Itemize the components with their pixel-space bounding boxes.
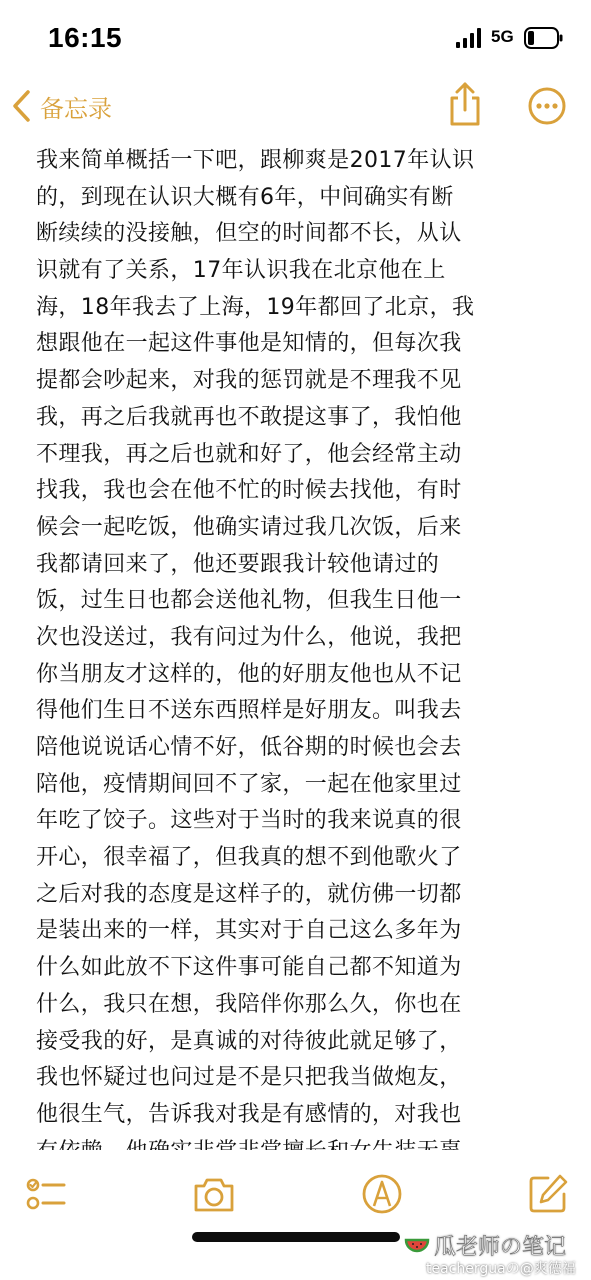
compose-icon[interactable] [526, 1172, 570, 1216]
back-label: 备忘录 [40, 94, 112, 123]
note-text-line: 我也怀疑过也问过是不是只把我当做炮友， [36, 1065, 462, 1091]
note-text-line: 得他们生日不送东西照样是好朋友。叫我去 [36, 698, 462, 724]
note-text-line: 识就有了关系，17年认识我在北京他在上 [36, 258, 446, 284]
note-text-line: 我都请回来了，他还要跟我计较他请过的 [36, 551, 440, 577]
checklist-icon[interactable] [24, 1172, 68, 1216]
camera-icon[interactable] [192, 1172, 236, 1216]
note-text-line: 陪他说说话心情不好，低谷期的时候也会去 [36, 735, 462, 760]
status-bar [0, 0, 591, 80]
note-text-line: 接受我的好，是真诚的对待彼此就足够了， [36, 1028, 462, 1054]
chevron-left-icon [10, 88, 34, 124]
note-text-line: 提都会吵起来，对我的惩罚就是不理我不见 [36, 368, 462, 394]
home-indicator[interactable] [192, 1232, 400, 1242]
note-text-line: 不理我，再之后也就和好了，他会经常主动 [36, 441, 462, 467]
watermark [398, 1226, 588, 1278]
note-text-line: 次也没送过，我有问过为什么，他说，我把 [36, 624, 462, 650]
network-type-label: 5G [491, 27, 514, 46]
nav-bar [0, 80, 591, 136]
note-text-line: 找我，我也会在他不忙的时候去找他，有时 [36, 478, 462, 504]
back-button[interactable] [10, 86, 112, 126]
note-text-line: 你当朋友才这样的，他的好朋友他也从不记 [36, 661, 462, 687]
note-text-line: 之后对我的态度是这样子的，就仿佛一切都 [36, 881, 462, 907]
note-text-line: 年吃了饺子。这些对于当时的我来说真的很 [36, 808, 462, 834]
note-text-line: 陪他，疫情期间回不了家，一起在他家里过 [36, 771, 462, 797]
note-text-line: 的，到现在认识大概有6年，中间确实有断 [36, 184, 454, 210]
note-text-line: 饭，过生日也都会送他礼物，但我生日他一 [36, 588, 462, 614]
note-text-line: 什么如此放不下这件事可能自己都不知道为 [36, 955, 462, 981]
watermelon-logo-icon [404, 1232, 430, 1258]
more-icon[interactable] [527, 86, 567, 126]
watermark-subtitle: teacherguaの@爽德福 [426, 1261, 576, 1277]
share-icon[interactable] [445, 80, 485, 128]
markup-pen-icon[interactable] [360, 1172, 404, 1216]
note-text-line: 什么，我只在想，我陪伴你那么久，你也在 [36, 991, 462, 1017]
note-text-line: 他很生气，告诉我对我是有感情的，对我也 [36, 1101, 462, 1127]
note-text-line: 海，18年我去了上海，19年都回了北京，我 [36, 294, 475, 320]
battery-icon [524, 27, 564, 49]
watermark-title: 瓜老师の笔记 [434, 1235, 567, 1260]
note-text-line: 想跟他在一起这件事他是知情的，但每次我 [36, 331, 462, 357]
note-text-line: 断续续的没接触，但空的时间都不长，从认 [36, 221, 462, 247]
status-time: 16:15 [48, 22, 123, 53]
note-text-line: 是装出来的一样，其实对于自己这么多年为 [36, 918, 462, 944]
signal-bars-icon [456, 28, 482, 48]
note-body[interactable] [36, 143, 561, 1151]
note-text-line: 我，再之后我就再也不敢提这事了，我怕他 [36, 404, 462, 430]
note-text-line: 开心，很幸福了，但我真的想不到他歌火了 [36, 845, 462, 871]
note-text-line: 候会一起吃饭，他确实请过我几次饭，后来 [36, 514, 462, 540]
note-text-line: 我来简单概括一下吧，跟柳爽是2017年认识 [36, 148, 475, 173]
